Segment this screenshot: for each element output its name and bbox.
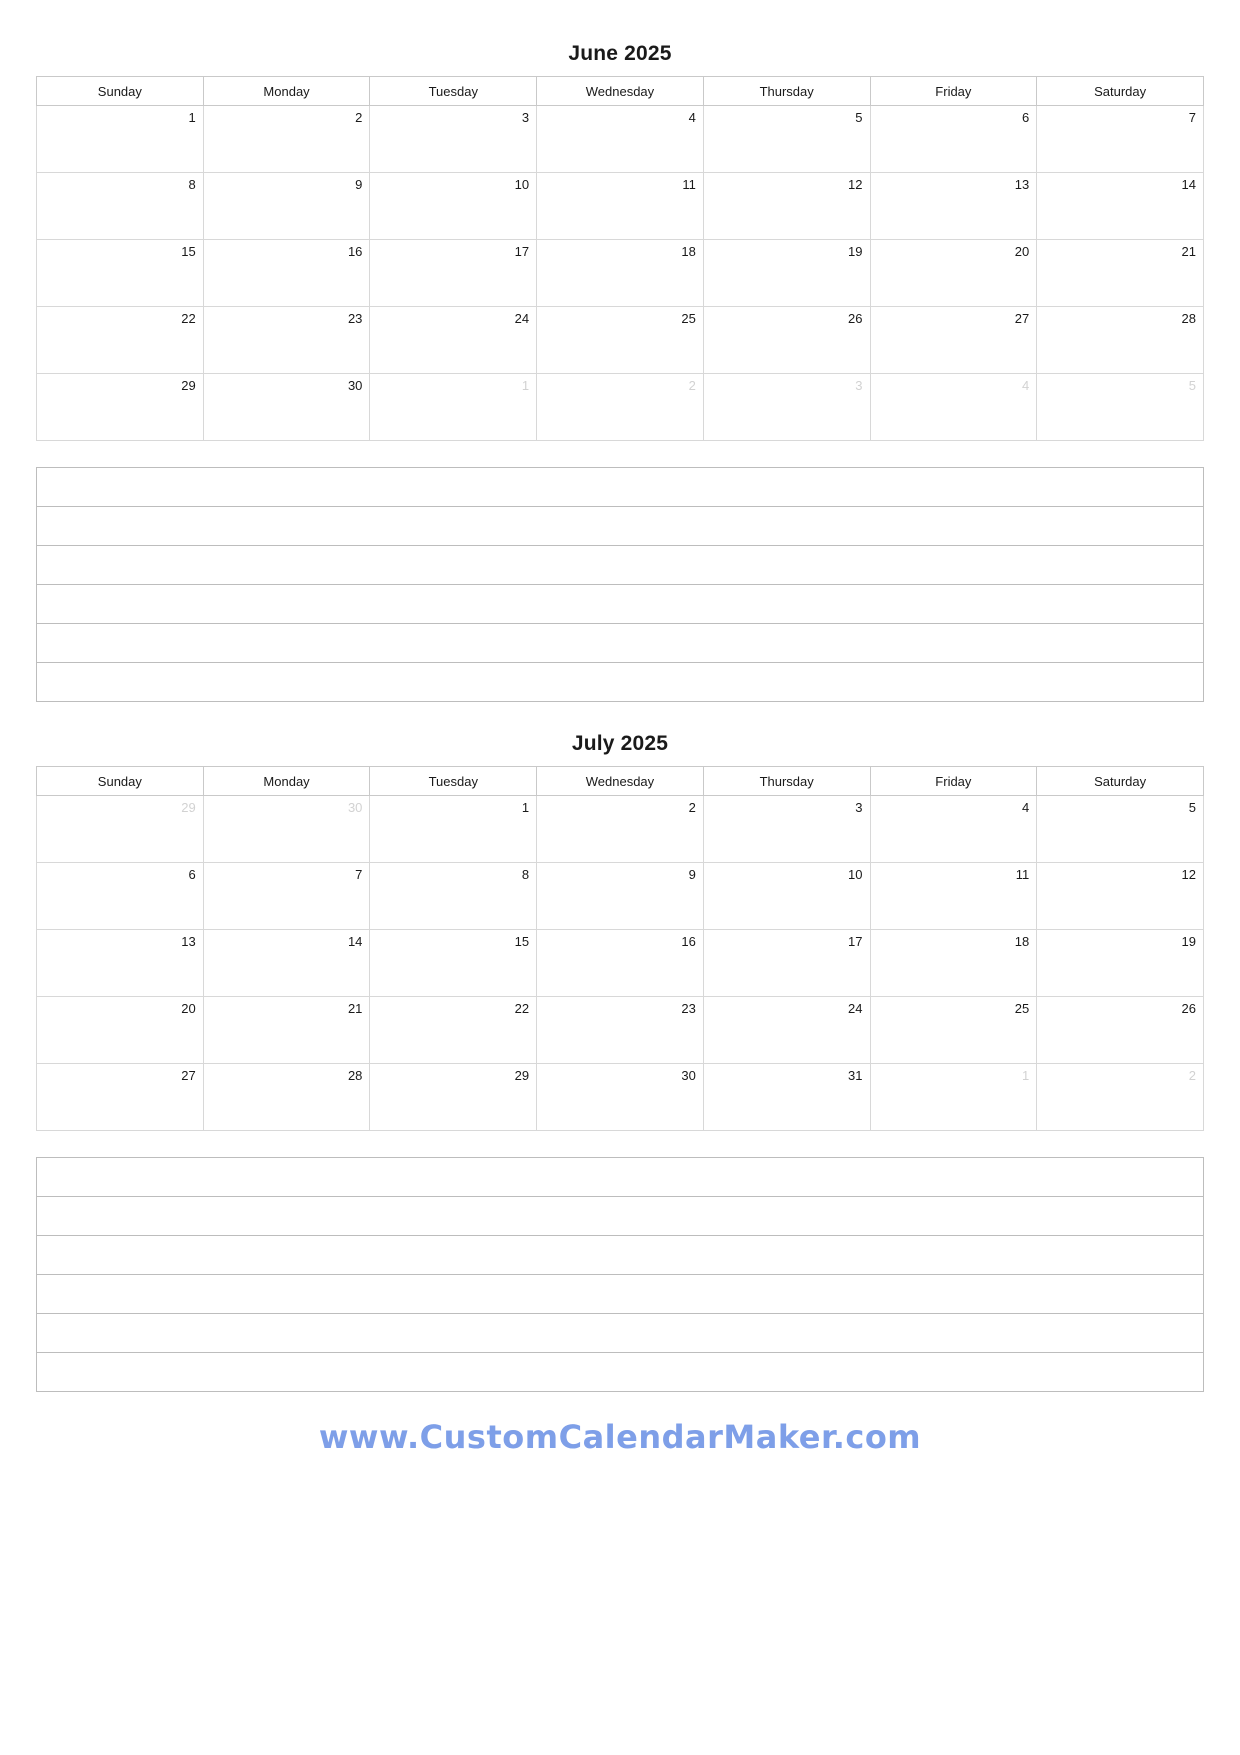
notes-line-cell[interactable]: [37, 1158, 1204, 1197]
day-cell[interactable]: 21: [1037, 240, 1204, 307]
calendar-week-row: [37, 796, 1204, 863]
month-block-june: [36, 42, 1204, 441]
day-cell[interactable]: 10: [703, 863, 870, 930]
weekday-sunday: Sunday: [37, 77, 204, 106]
day-cell[interactable]: 24: [370, 307, 537, 374]
notes-line-cell[interactable]: [37, 1236, 1204, 1275]
day-cell[interactable]: 18: [870, 930, 1037, 997]
day-cell[interactable]: 4: [537, 106, 704, 173]
day-cell[interactable]: 22: [370, 997, 537, 1064]
day-cell[interactable]: 15: [37, 240, 204, 307]
day-cell[interactable]: 24: [703, 997, 870, 1064]
day-cell[interactable]: 2: [203, 106, 370, 173]
day-cell[interactable]: 7: [203, 863, 370, 930]
day-cell[interactable]: 6: [37, 863, 204, 930]
notes-line-cell[interactable]: [37, 546, 1204, 585]
calendar-grid-june: [36, 76, 1204, 441]
day-cell[interactable]: 14: [203, 930, 370, 997]
weekday-sunday: Sunday: [37, 767, 204, 796]
day-cell[interactable]: 29: [370, 1064, 537, 1131]
notes-line-cell[interactable]: [37, 507, 1204, 546]
notes-line[interactable]: [37, 1353, 1204, 1392]
weekday-header-row: [37, 767, 1204, 796]
footer-website-link[interactable]: www.CustomCalendarMaker.com: [318, 1418, 922, 1456]
day-cell-outside[interactable]: 1: [370, 374, 537, 441]
day-cell[interactable]: 28: [1037, 307, 1204, 374]
day-cell[interactable]: 2: [537, 796, 704, 863]
weekday-wednesday: Wednesday: [537, 77, 704, 106]
day-cell[interactable]: 16: [537, 930, 704, 997]
weekday-friday: Friday: [870, 77, 1037, 106]
notes-line[interactable]: [37, 1158, 1204, 1197]
section-spacer: [36, 702, 1204, 720]
day-cell-outside[interactable]: 4: [870, 374, 1037, 441]
day-cell[interactable]: 14: [1037, 173, 1204, 240]
notes-line-cell[interactable]: [37, 1314, 1204, 1353]
day-cell[interactable]: 29: [37, 374, 204, 441]
day-cell[interactable]: 30: [537, 1064, 704, 1131]
weekday-friday: Friday: [870, 767, 1037, 796]
day-cell[interactable]: 3: [703, 796, 870, 863]
weekday-saturday: Saturday: [1037, 77, 1204, 106]
day-cell[interactable]: 5: [703, 106, 870, 173]
calendar-week-row: [37, 374, 1204, 441]
page-title-july: July 2025: [571, 732, 669, 755]
day-cell[interactable]: 7: [1037, 106, 1204, 173]
calendar-week-row: [37, 930, 1204, 997]
day-cell[interactable]: 3: [370, 106, 537, 173]
day-cell[interactable]: 11: [537, 173, 704, 240]
notes-area-july[interactable]: [36, 1157, 1204, 1392]
notes-line[interactable]: [37, 1236, 1204, 1275]
day-cell[interactable]: 31: [703, 1064, 870, 1131]
calendar-week-row: [37, 240, 1204, 307]
day-cell[interactable]: 1: [37, 106, 204, 173]
notes-line[interactable]: [37, 1314, 1204, 1353]
weekday-tuesday: Tuesday: [370, 77, 537, 106]
calendar-week-row: [37, 173, 1204, 240]
day-cell[interactable]: 23: [203, 307, 370, 374]
day-cell[interactable]: 16: [203, 240, 370, 307]
notes-line[interactable]: [37, 663, 1204, 702]
day-cell[interactable]: 4: [870, 796, 1037, 863]
notes-line[interactable]: [37, 585, 1204, 624]
day-cell[interactable]: 18: [537, 240, 704, 307]
notes-line-cell[interactable]: [37, 1353, 1204, 1392]
day-cell-outside[interactable]: 30: [203, 796, 370, 863]
day-cell[interactable]: 13: [870, 173, 1037, 240]
weekday-monday: Monday: [203, 77, 370, 106]
day-cell-outside[interactable]: 2: [1037, 1064, 1204, 1131]
day-cell[interactable]: 5: [1037, 796, 1204, 863]
day-cell[interactable]: 10: [370, 173, 537, 240]
day-cell[interactable]: 19: [703, 240, 870, 307]
day-cell-outside[interactable]: 29: [37, 796, 204, 863]
calendar-grid-july: [36, 766, 1204, 1131]
day-cell[interactable]: 28: [203, 1064, 370, 1131]
calendar-week-row: [37, 106, 1204, 173]
day-cell[interactable]: 20: [37, 997, 204, 1064]
day-cell-outside[interactable]: 5: [1037, 374, 1204, 441]
day-cell-outside[interactable]: 1: [870, 1064, 1037, 1131]
day-cell[interactable]: 8: [37, 173, 204, 240]
notes-line-cell[interactable]: [37, 624, 1204, 663]
day-cell[interactable]: 22: [37, 307, 204, 374]
day-cell[interactable]: 9: [537, 863, 704, 930]
month-block-july: [36, 732, 1204, 1131]
weekday-saturday: Saturday: [1037, 767, 1204, 796]
notes-area-june[interactable]: [36, 467, 1204, 702]
notes-line-cell[interactable]: [37, 468, 1204, 507]
day-cell[interactable]: 15: [370, 930, 537, 997]
calendar-week-row: [37, 997, 1204, 1064]
notes-line-cell[interactable]: [37, 585, 1204, 624]
day-cell[interactable]: 26: [703, 307, 870, 374]
calendar-week-row: [37, 307, 1204, 374]
weekday-monday: Monday: [203, 767, 370, 796]
notes-line[interactable]: [37, 1197, 1204, 1236]
notes-line-cell[interactable]: [37, 663, 1204, 702]
day-cell[interactable]: 20: [870, 240, 1037, 307]
day-cell-outside[interactable]: 2: [537, 374, 704, 441]
page-title-june: June 2025: [568, 42, 672, 65]
day-cell[interactable]: 6: [870, 106, 1037, 173]
weekday-wednesday: Wednesday: [537, 767, 704, 796]
notes-line[interactable]: [37, 546, 1204, 585]
calendar-week-row: [37, 1064, 1204, 1131]
day-cell[interactable]: 9: [203, 173, 370, 240]
day-cell[interactable]: 27: [870, 307, 1037, 374]
day-cell[interactable]: 25: [537, 307, 704, 374]
day-cell[interactable]: 25: [870, 997, 1037, 1064]
day-cell[interactable]: 17: [370, 240, 537, 307]
weekday-thursday: Thursday: [703, 77, 870, 106]
day-cell[interactable]: 11: [870, 863, 1037, 930]
day-cell[interactable]: 27: [37, 1064, 204, 1131]
notes-line[interactable]: [37, 624, 1204, 663]
day-cell[interactable]: 30: [203, 374, 370, 441]
day-cell[interactable]: 1: [370, 796, 537, 863]
day-cell[interactable]: 23: [537, 997, 704, 1064]
day-cell[interactable]: 12: [703, 173, 870, 240]
notes-line[interactable]: [37, 507, 1204, 546]
day-cell[interactable]: 21: [203, 997, 370, 1064]
day-cell-outside[interactable]: 3: [703, 374, 870, 441]
notes-line-cell[interactable]: [37, 1197, 1204, 1236]
notes-line-cell[interactable]: [37, 1275, 1204, 1314]
weekday-header-row: [37, 77, 1204, 106]
day-cell[interactable]: 26: [1037, 997, 1204, 1064]
day-cell[interactable]: 12: [1037, 863, 1204, 930]
weekday-tuesday: Tuesday: [370, 767, 537, 796]
day-cell[interactable]: 17: [703, 930, 870, 997]
weekday-thursday: Thursday: [703, 767, 870, 796]
notes-line[interactable]: [37, 468, 1204, 507]
calendar-week-row: [37, 863, 1204, 930]
day-cell[interactable]: 13: [37, 930, 204, 997]
notes-line[interactable]: [37, 1275, 1204, 1314]
day-cell[interactable]: 19: [1037, 930, 1204, 997]
day-cell[interactable]: 8: [370, 863, 537, 930]
